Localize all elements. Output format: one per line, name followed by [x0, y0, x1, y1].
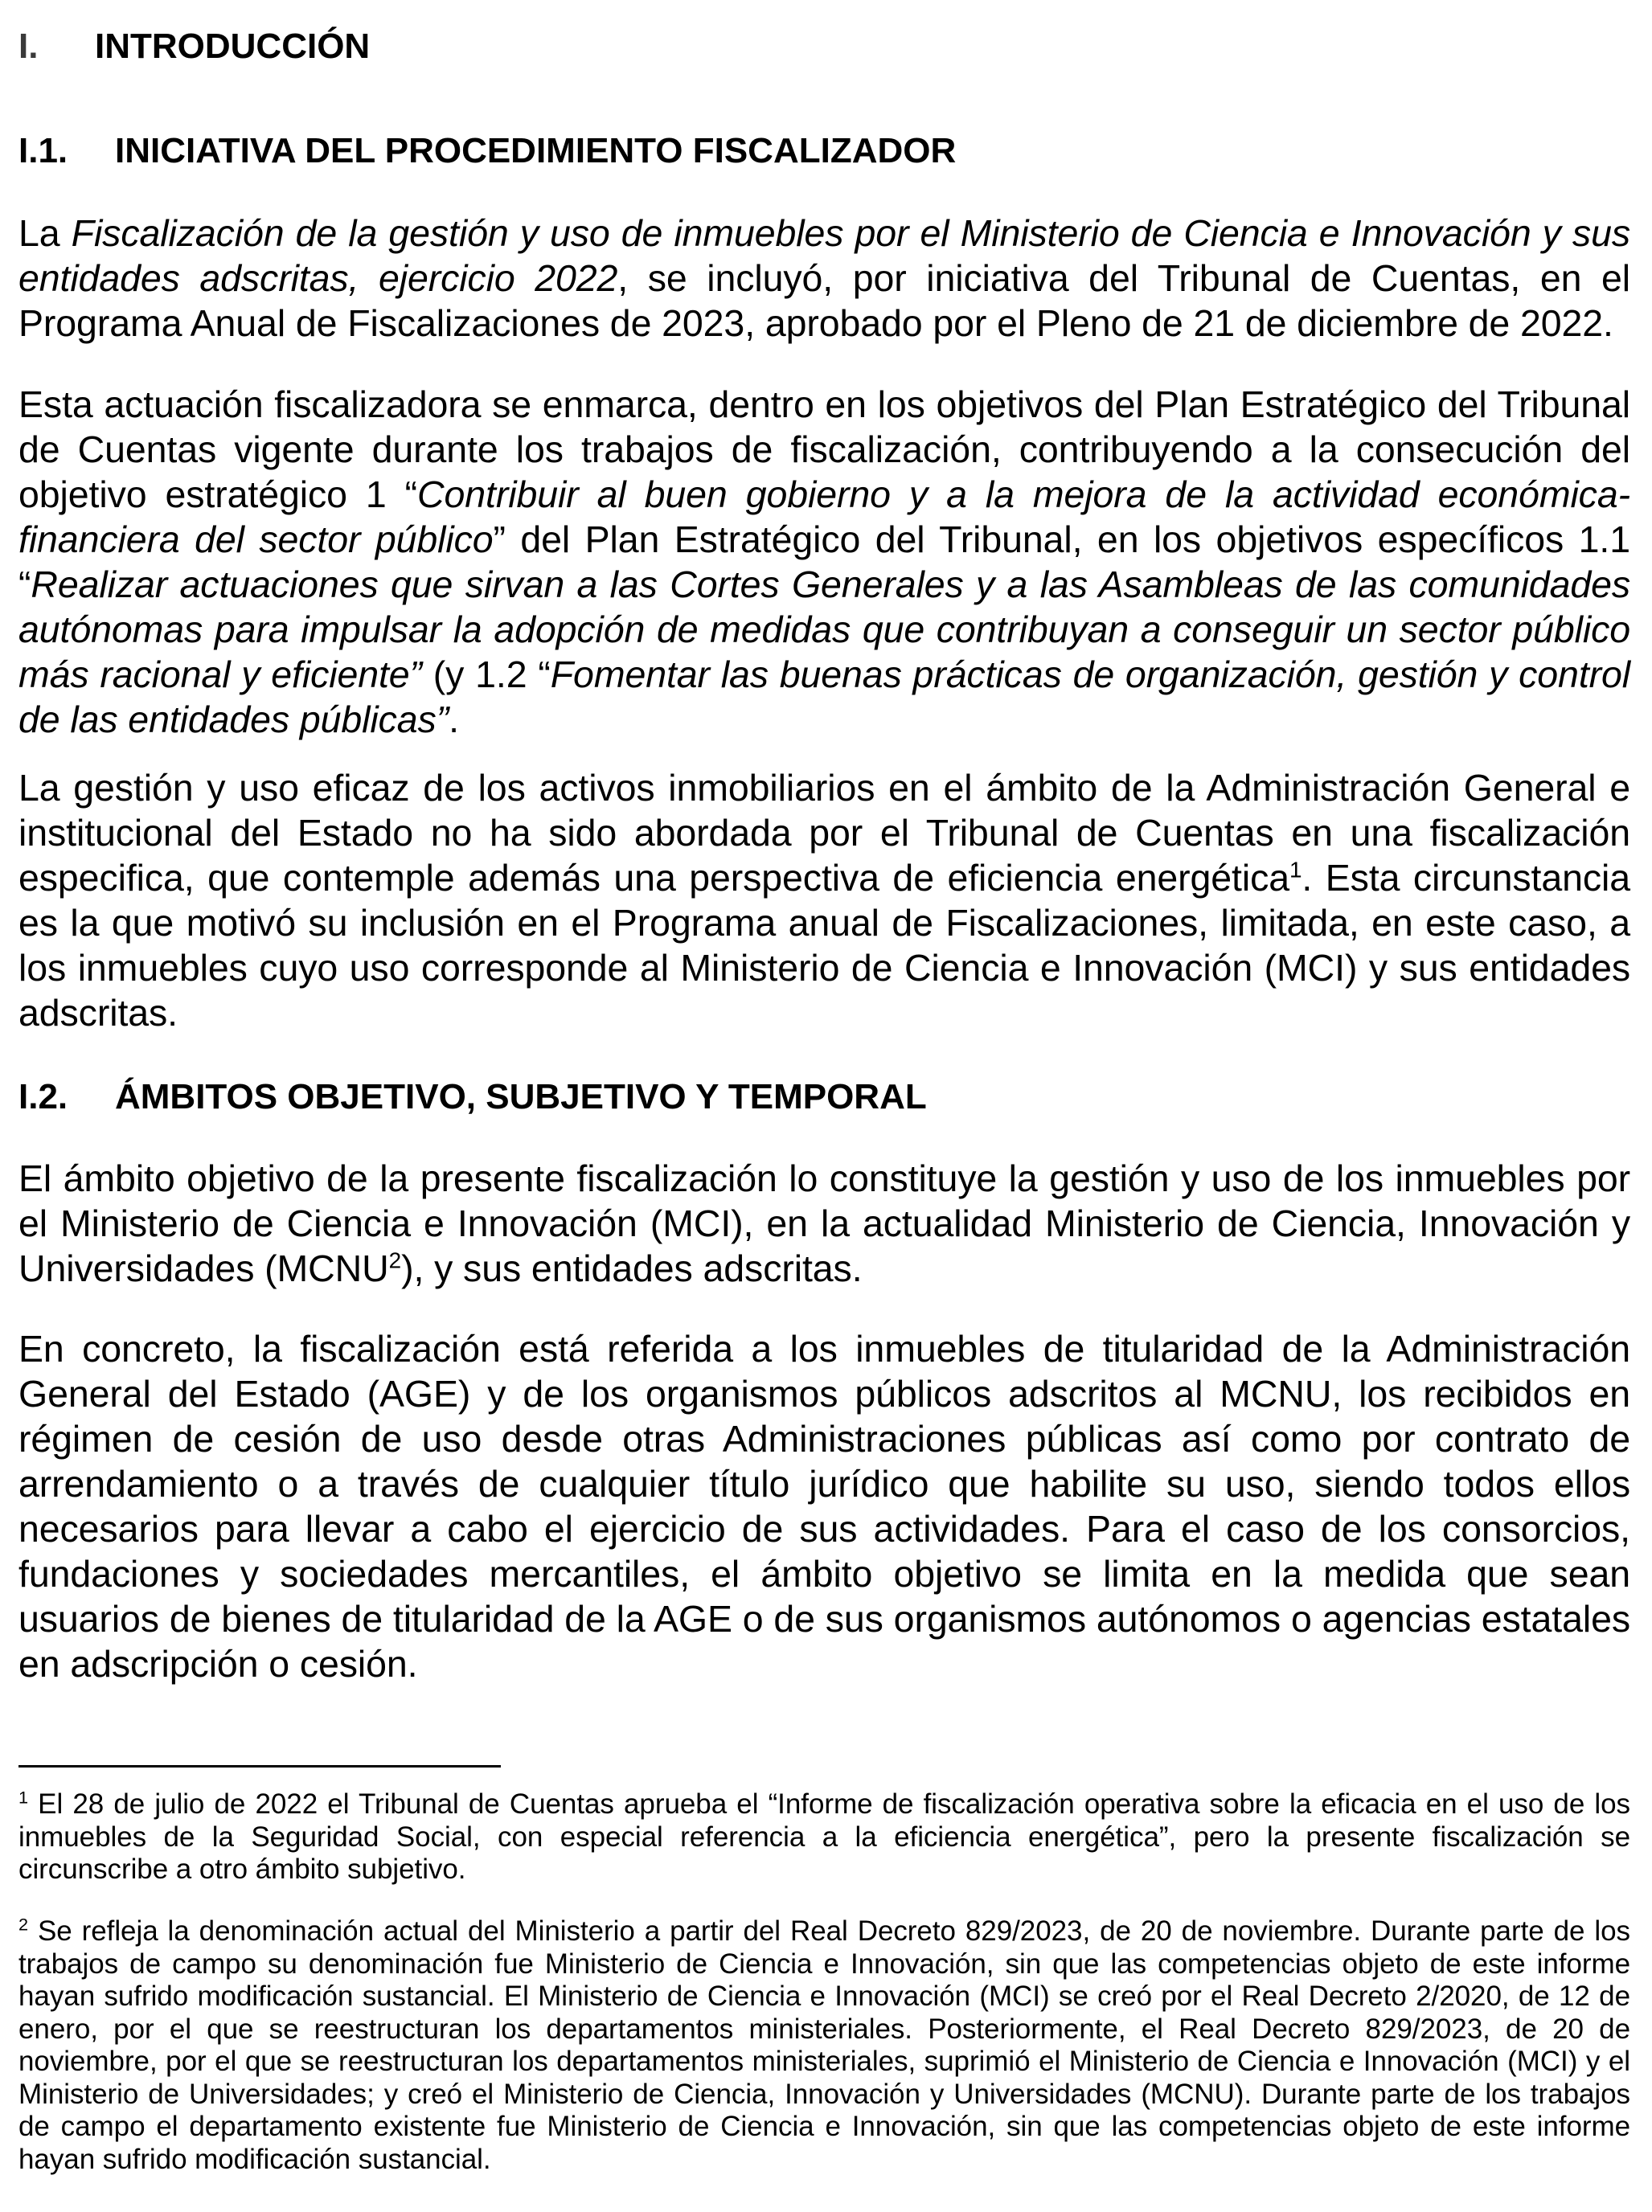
text-run: . Esta circunstancia es la que motivó su inclusión en el Programa anual de Fiscalizaciones, limitada, en este caso, a los inmuebles cuyo uso corresponde al Ministerio de Ciencia e Innovación (MCI) y sus entidades adscritas.: [18, 857, 1630, 1034]
text-run: ), y sus entidades adscritas.: [401, 1247, 863, 1289]
section-heading: [18, 24, 1630, 69]
subsection-heading-1: [18, 129, 1630, 174]
text-run: (y 1.2 “: [421, 653, 551, 695]
italic-quote-run: Realizar actuaciones que sirvan a las Cortes Generales y a las Asambleas de las comunidades autónomas para impulsar la adopción de medidas que contribuyan a conseguir un sector público más racional y eficiente”: [18, 563, 1630, 695]
section-title: INTRODUCCIÓN: [95, 27, 371, 66]
footnote-1: [18, 1788, 1630, 1886]
text-run: ” del Plan Estratégico del Tribunal, en los objetivos específicos 1.1 “: [18, 518, 1631, 605]
paragraph-objective-scope: [18, 1156, 1630, 1291]
footnote-reference-2[interactable]: 2: [388, 1247, 402, 1273]
subsection-number: I.1.: [18, 131, 68, 170]
text-run: El ámbito objetivo de la presente fiscalización lo constituye la gestión y uso de los inmuebles por el Ministerio de Ciencia e Innovación (MCI), en la actualidad Ministerio de Ciencia, Innovación y Universidades (MCNU: [18, 1157, 1630, 1289]
subsection-title: ÁMBITOS OBJETIVO, SUBJETIVO Y TEMPORAL: [115, 1077, 927, 1116]
text-run: La gestión y uso eficaz de los activos inmobiliarios en el ámbito de la Administración General e institucional del Estado no ha sido abordada por el Tribunal de Cuentas en una fiscalización especifica, que contemple además una perspectiva de eficiencia energética: [18, 767, 1630, 899]
text-run: .: [449, 698, 459, 740]
paragraph-motivation: [18, 765, 1630, 1035]
italic-quote-run: Contribuir al buen gobierno y a la mejora de la actividad económica-financiera del sector público: [18, 473, 1630, 560]
footnote-number: 1: [18, 1787, 29, 1808]
italic-title-run: Fiscalización de la gestión y uso de inmuebles por el Ministerio de Ciencia e Innovación y sus entidades adscritas, ejercicio 2022: [18, 212, 1630, 299]
subsection-number: I.2.: [18, 1077, 68, 1116]
section-number: I.: [18, 27, 39, 66]
paragraph-concrete-scope: [18, 1326, 1630, 1686]
footnote-text: Se refleja la denominación actual del Ministerio a partir del Real Decreto 829/2023, de 20 de noviembre. Durante parte de los trabajos de campo su denominación fue Ministerio de Ciencia e Innovación, sin que las competencias objeto de este informe hayan sufrido modificación sustancial. El Ministerio de Ciencia e Innovación (MCI) se creó por el Real Decreto 2/2020, de 12 de enero, por el que se reestructuran los departamentos ministeriales. Posteriormente, el Real Decreto 829/2023, de 20 de noviembre, por el que se reestructuran los departamentos ministeriales, suprimió el Ministerio de Ciencia e Innovación (MCI) y el Ministerio de Universidades; y creó el Ministerio de Ciencia, Innovación y Universidades (MCNU). Durante parte de los trabajos de campo el departamento existente fue Ministerio de Ciencia e Innovación, sin que las competencias objeto de este informe hayan sufrido modificación sustancial.: [18, 1915, 1630, 2175]
footnote-text: El 28 de julio de 2022 el Tribunal de Cuentas aprueba el “Informe de fiscalización operativa sobre la eficacia en el uso de los inmuebles de la Seguridad Social, con especial referencia a la eficiencia energética”, pero la presente fiscalización se circunscribe a otro ámbito subjetivo.: [18, 1788, 1630, 1885]
footnote-number: 2: [18, 1914, 29, 1935]
footnote-2: [18, 1915, 1630, 2176]
text-run: , se incluyó, por iniciativa del Tribunal de Cuentas, en el Programa Anual de Fiscalizaciones de 2023, aprobado por el Pleno de 21 de diciembre de 2022.: [18, 257, 1630, 344]
subsection-heading-2: [18, 1075, 1630, 1120]
footnote-separator: [18, 1765, 501, 1768]
text-run: Esta actuación fiscalizadora se enmarca, dentro en los objetivos del Plan Estratégico del Tribunal de Cuentas vigente durante los trabajos de fiscalización, contribuyendo a la consecución del objetivo estratégico 1 “: [18, 383, 1630, 515]
subsection-title: INICIATIVA DEL PROCEDIMIENTO FISCALIZADOR: [115, 131, 957, 170]
footnote-reference-1[interactable]: 1: [1289, 857, 1302, 883]
text-run: La: [18, 212, 72, 254]
italic-quote-run: Fomentar las buenas prácticas de organización, gestión y control de las entidades públicas”: [18, 653, 1631, 740]
paragraph-initiative: [18, 211, 1630, 346]
text-run: En concreto, la fiscalización está referida a los inmuebles de titularidad de la Administración General del Estado (AGE) y de los organismos públicos adscritos al MCNU, los recibidos en régimen de cesión de uso desde otras Administraciones públicas así como por contrato de arrendamiento o a través de cualquier título jurídico que habilite su uso, siendo todos ellos necesarios para llevar a cabo el ejercicio de sus actividades. Para el caso de los consorcios, fundaciones y sociedades mercantiles, el ámbito objetivo se limita en la medida que sean usuarios de bienes de titularidad de la AGE o de sus organismos autónomos o agencias estatales en adscripción o cesión.: [18, 1328, 1630, 1685]
paragraph-strategic-plan: [18, 382, 1630, 742]
